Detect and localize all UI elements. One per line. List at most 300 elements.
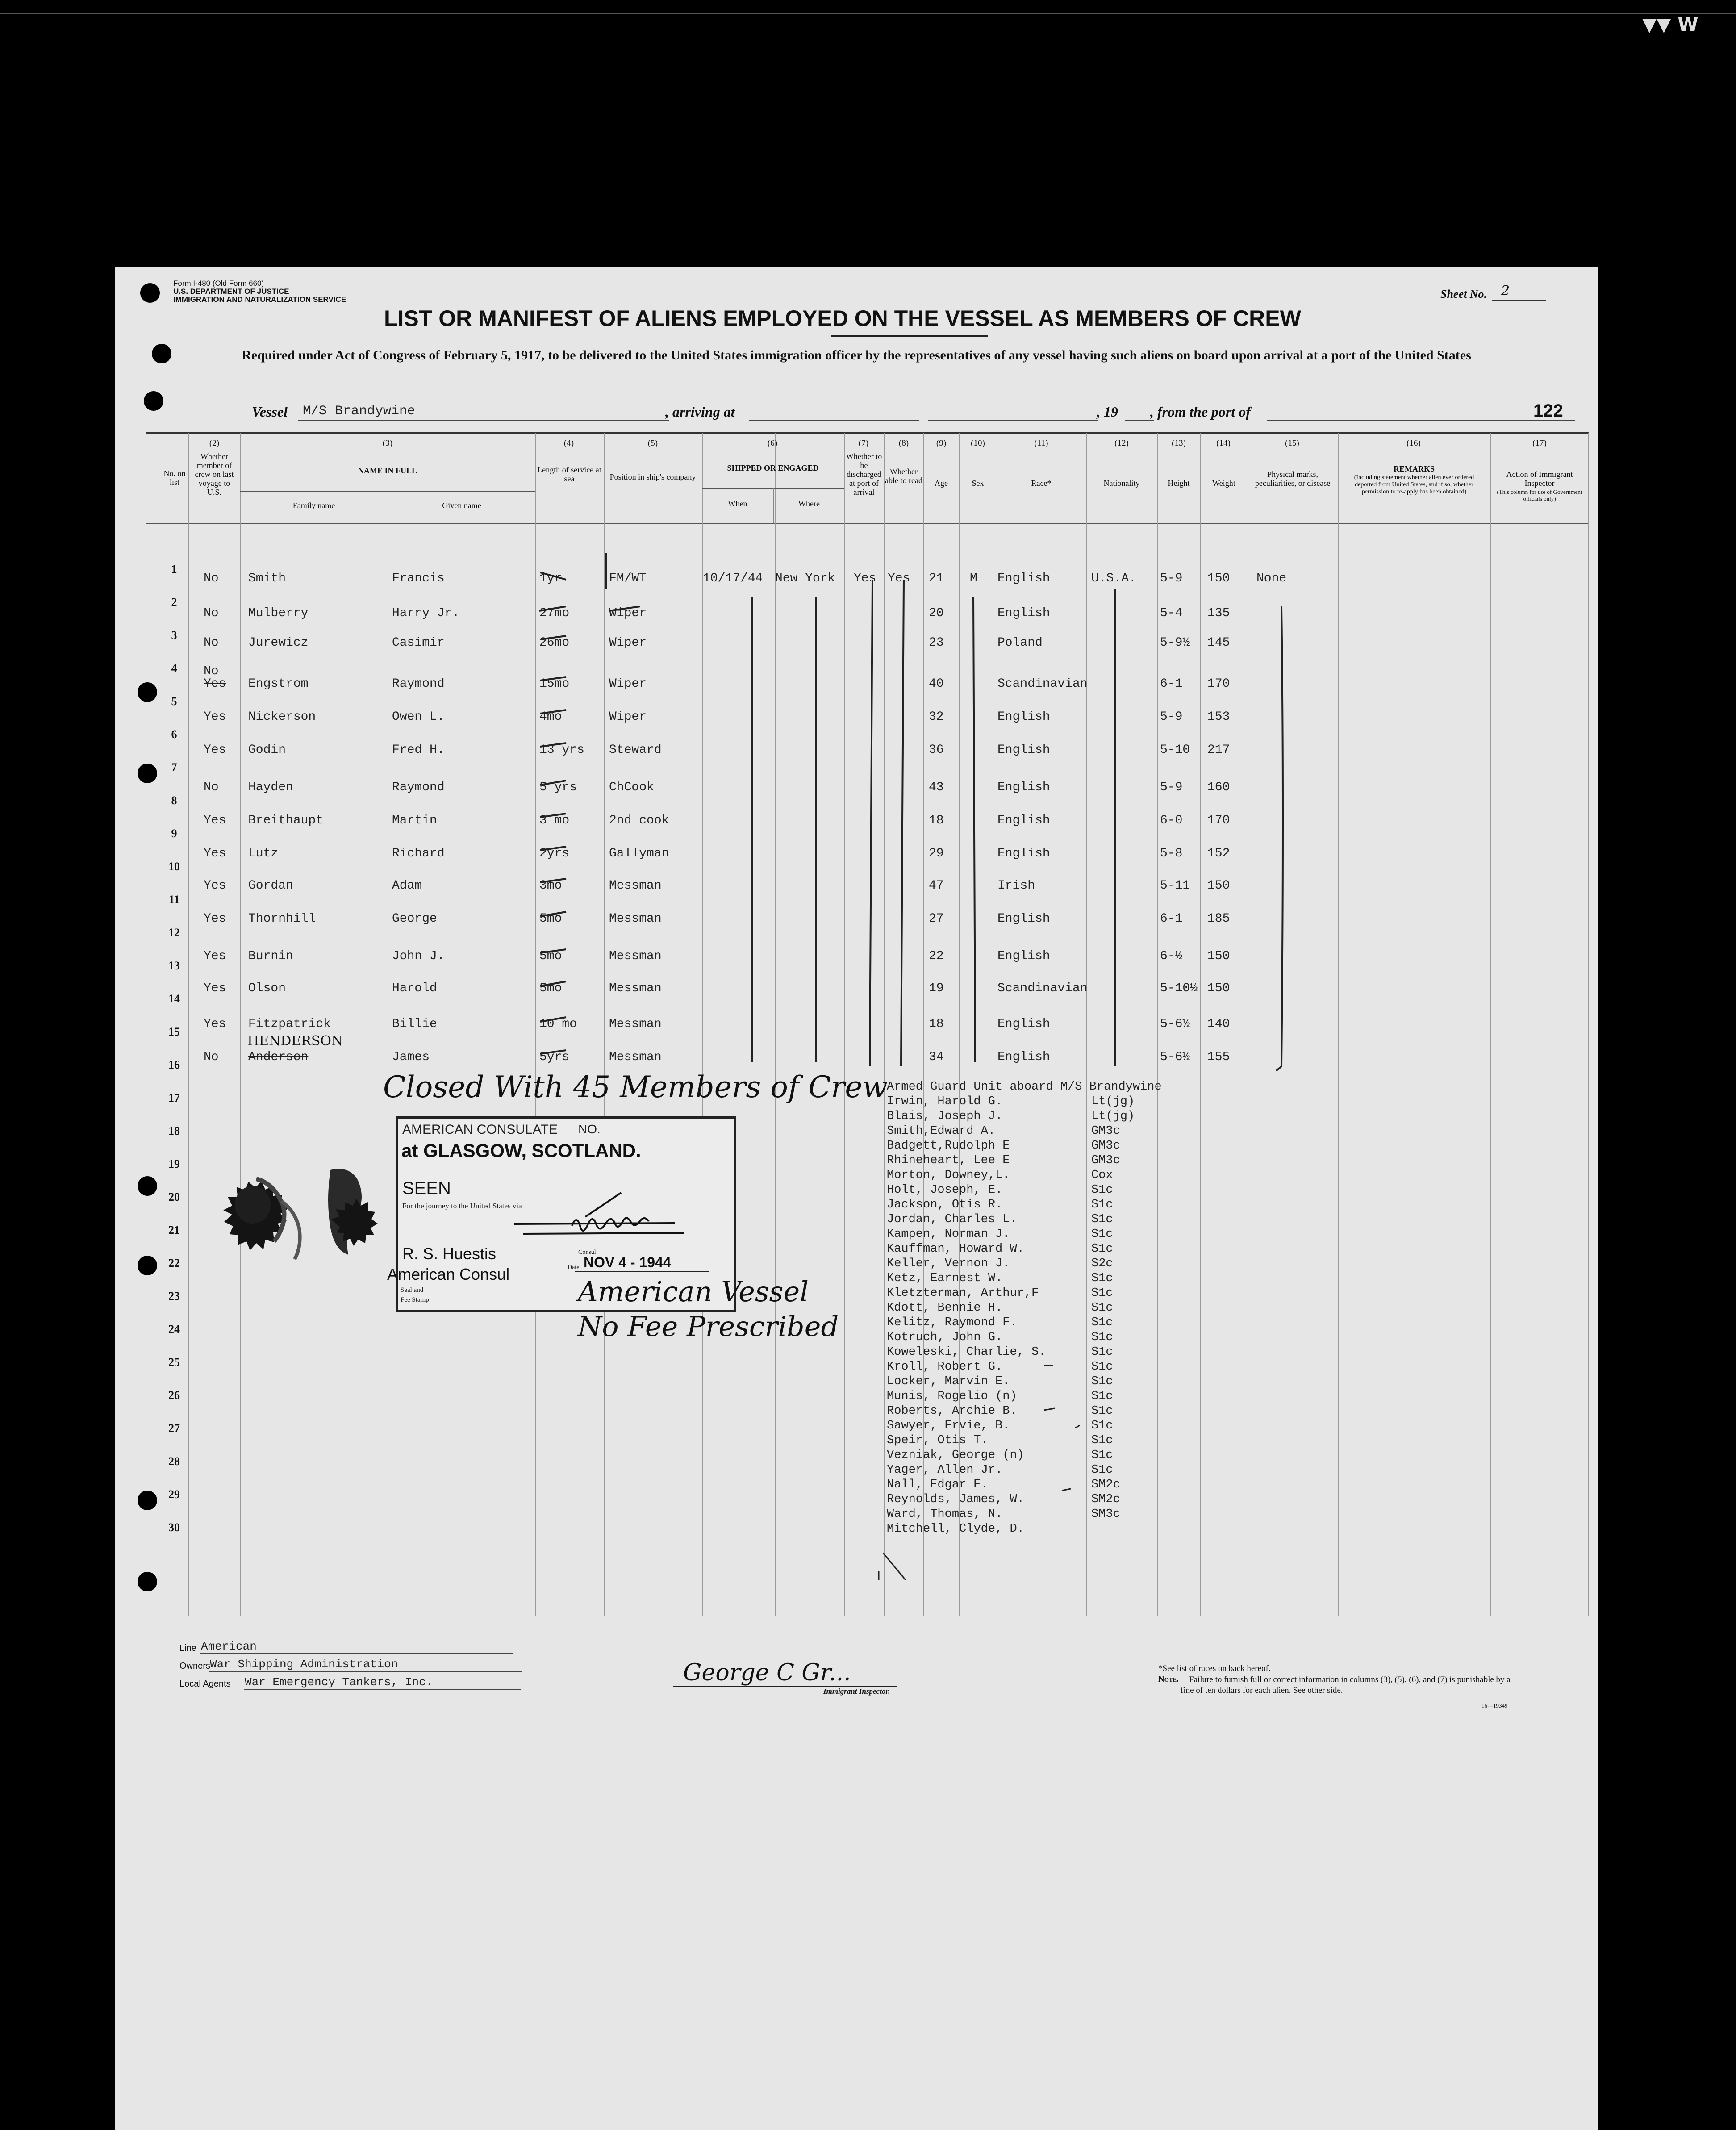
stamp-no-label: NO. — [578, 1122, 601, 1136]
cell-height: 5-11 — [1160, 879, 1190, 893]
cell-service: 4mo — [539, 710, 562, 724]
col-num: (17) — [1532, 439, 1547, 448]
cell-prev-voyage-struck: Yes — [204, 677, 226, 691]
row-number: 7 — [171, 761, 177, 774]
list-item-rate: Cox — [1091, 1169, 1113, 1182]
cell-service: 5yrs — [539, 1050, 570, 1064]
punch-hole — [138, 1256, 157, 1275]
cell-height: 6-1 — [1160, 677, 1183, 691]
cell-height: 6-0 — [1160, 814, 1183, 827]
row-number: 17 — [168, 1091, 180, 1104]
list-item: Jordan, Charles L. — [887, 1213, 1017, 1226]
col-head-weight: Weight — [1212, 479, 1235, 488]
cell-given-name: George — [392, 912, 437, 926]
cell-service: 5mo — [539, 981, 562, 995]
col-num: (12) — [1114, 439, 1129, 448]
col-num: (14) — [1216, 439, 1231, 448]
list-item-rate: S1c — [1091, 1316, 1113, 1329]
cell-race: English — [997, 606, 1050, 620]
cell-where: New York — [775, 572, 835, 585]
list-item: Sawyer, Ervie, B. — [887, 1419, 1010, 1433]
col-head-no: No. on list — [163, 469, 186, 487]
list-item: Kdott, Bennie H. — [887, 1301, 1003, 1315]
list-item-rate: Lt(jg) — [1091, 1095, 1135, 1108]
cell-weight: 160 — [1207, 781, 1230, 794]
list-item-rate: S1c — [1091, 1228, 1113, 1241]
footer-agents-underline — [244, 1689, 521, 1690]
cell-given-name: Fred H. — [392, 743, 445, 757]
col-head-sex: Sex — [972, 479, 984, 488]
col-num: (2) — [209, 439, 220, 448]
cell-service: 2yrs — [539, 847, 570, 860]
cell-weight: 135 — [1207, 606, 1230, 620]
list-item: Yager, Allen Jr. — [887, 1463, 1003, 1477]
year-label: , 19 — [1097, 404, 1118, 420]
col-head-discharged: Whether to be discharged at port of arrival — [846, 452, 882, 497]
col-head-service: Length of service at sea — [537, 465, 601, 483]
cell-family-name: Smith — [248, 572, 286, 585]
row-number: 23 — [168, 1290, 180, 1303]
cell-given-name: Billie — [392, 1017, 437, 1031]
cell-given-name: Richard — [392, 847, 445, 860]
races-note: *See list of races on back hereof. — [1158, 1664, 1271, 1673]
row-number: 9 — [171, 827, 177, 840]
list-item-rate: S1c — [1091, 1183, 1113, 1197]
stamp-location: at GLASGOW, SCOTLAND. — [401, 1140, 641, 1161]
cell-service: 5mo — [539, 949, 562, 963]
cell-service: 15mo — [539, 677, 570, 691]
cell-marks: None — [1256, 572, 1287, 585]
row-number: 20 — [168, 1190, 180, 1203]
cell-weight: 153 — [1207, 710, 1230, 724]
closing-note: Closed With 45 Members of Crew — [383, 1070, 888, 1104]
form-number: Form I-480 (Old Form 660) — [173, 279, 264, 288]
list-item-rate: S1c — [1091, 1360, 1113, 1374]
stamp-signature — [496, 1190, 701, 1244]
cell-prev-voyage: Yes — [204, 1017, 226, 1031]
cell-position: Wiper — [609, 677, 647, 691]
cell-prev-voyage: No — [204, 781, 219, 794]
cell-service: 10 mo — [539, 1017, 577, 1031]
footer-line-value: American — [201, 1640, 257, 1653]
cell-age: 19 — [929, 981, 944, 995]
ditto-marks — [115, 267, 1598, 1160]
col-num: (15) — [1285, 439, 1299, 448]
footer-agents-label: Local Agents — [179, 1679, 231, 1689]
col-head-read: Whether able to read — [885, 467, 922, 485]
col-num: (11) — [1034, 439, 1048, 448]
vessel-label: Vessel — [252, 404, 288, 420]
cell-position: Gallyman — [609, 847, 669, 860]
guard-ditto-marks — [874, 1089, 1187, 1580]
stamp-date: NOV 4 - 1944 — [584, 1254, 671, 1270]
col-head-height: Height — [1168, 479, 1190, 488]
row-number: 19 — [168, 1157, 180, 1170]
cell-race: Scandinavian — [997, 677, 1088, 691]
list-item: Kletzterman, Arthur,F — [887, 1286, 1039, 1300]
row-number: 8 — [171, 794, 177, 807]
cell-prev-voyage: Yes — [204, 814, 226, 827]
cell-prev-voyage: Yes — [204, 981, 226, 995]
cell-age: 18 — [929, 814, 944, 827]
cell-given-name: Raymond — [392, 781, 445, 794]
cell-prev-voyage: No — [204, 606, 219, 620]
cell-height: 6-½ — [1160, 949, 1183, 963]
list-item-rate: S1c — [1091, 1390, 1113, 1403]
cell-age: 21 — [929, 572, 944, 585]
cell-position: Messman — [609, 912, 662, 926]
cell-position: Messman — [609, 1017, 662, 1031]
col-num: (5) — [647, 439, 658, 448]
print-code: 16—19349 — [1481, 1702, 1508, 1709]
list-item: Roberts, Archie B. — [887, 1404, 1017, 1418]
row-number: 16 — [168, 1058, 180, 1071]
embossed-seal-icon — [219, 1161, 406, 1308]
cell-prev-voyage: Yes — [204, 710, 226, 724]
col-num: (9) — [936, 439, 947, 448]
handwritten-note-line2: No Fee Prescribed — [578, 1310, 839, 1343]
cell-service: 3mo — [539, 879, 562, 893]
stamp-fee-label: Fee Stamp — [401, 1296, 429, 1303]
cell-position: Messman — [609, 879, 662, 893]
cell-height: 5-9½ — [1160, 636, 1190, 650]
cell-weight: 217 — [1207, 743, 1230, 757]
col-num: (8) — [898, 439, 909, 448]
col-num: (4) — [563, 439, 574, 448]
cell-race: Scandinavian — [997, 981, 1088, 995]
stamp-consul-label: Consul — [578, 1249, 596, 1256]
cell-height: 5-9 — [1160, 572, 1183, 585]
cell-given-name: Adam — [392, 879, 422, 893]
stamp-consulate: AMERICAN CONSULATE — [402, 1122, 558, 1137]
footer-owners-label: Owners — [179, 1661, 210, 1671]
list-item-rate: S1c — [1091, 1286, 1113, 1300]
cell-age: 23 — [929, 636, 944, 650]
list-item-rate: Lt(jg) — [1091, 1110, 1135, 1123]
cell-service: 5 yrs — [539, 781, 577, 794]
row-number: 2 — [171, 596, 177, 609]
list-item-rate: S1c — [1091, 1375, 1113, 1388]
cell-service: 1yr — [539, 572, 562, 585]
stamp-date-label: Date — [568, 1264, 580, 1271]
cell-family-name: Nickerson — [248, 710, 316, 724]
list-item-rate: S1c — [1091, 1434, 1113, 1447]
cell-prev-voyage: Yes — [204, 879, 226, 893]
cell-given-name: Raymond — [392, 677, 445, 691]
footer-line-label: Line — [179, 1643, 196, 1653]
list-item-rate: S2c — [1091, 1257, 1113, 1270]
punch-hole — [138, 1176, 157, 1196]
col-head-given-name: Given name — [442, 501, 481, 510]
cell-race: English — [997, 710, 1050, 724]
footer-agents-value: War Emergency Tankers, Inc. — [245, 1675, 433, 1689]
cell-prev-voyage: Yes — [204, 847, 226, 860]
arriving-label: , arriving at — [665, 404, 735, 420]
row-number: 6 — [171, 728, 177, 741]
list-item-rate: SM2c — [1091, 1478, 1120, 1491]
cell-given-name: Harry Jr. — [392, 606, 460, 620]
cell-race: English — [997, 743, 1050, 757]
list-item: Blais, Joseph J. — [887, 1110, 1003, 1123]
cell-given-name: Martin — [392, 814, 437, 827]
cell-family-name: Burnin — [248, 949, 293, 963]
cell-given-name: Casimir — [392, 636, 445, 650]
row-number: 11 — [168, 893, 180, 906]
cell-weight: 150 — [1207, 879, 1230, 893]
list-item: Badgett,Rudolph E — [887, 1139, 1010, 1153]
page-title: LIST OR MANIFEST OF ALIENS EMPLOYED ON THE VESSEL AS MEMBERS OF CREW — [384, 306, 1301, 331]
col-head-nationality: Nationality — [1103, 479, 1140, 488]
punch-hole — [138, 1491, 157, 1510]
cell-age: 29 — [929, 847, 944, 860]
manifest-page — [115, 267, 1598, 2130]
inspector-signature: George C Gr... — [683, 1659, 851, 1686]
cell-race: English — [997, 814, 1050, 827]
list-item-rate: S1c — [1091, 1198, 1113, 1211]
list-item-rate: S1c — [1091, 1331, 1113, 1344]
cell-position: Wiper — [609, 710, 647, 724]
cell-read: Yes — [888, 572, 910, 585]
col-head-when: When — [728, 499, 747, 508]
col-num: (6) — [767, 439, 778, 448]
col-num: (3) — [382, 439, 393, 448]
footer-line-underline — [200, 1653, 513, 1654]
row-number: 30 — [168, 1521, 180, 1534]
list-item: Irwin, Harold G. — [887, 1095, 1003, 1108]
cell-when: 10/17/44 — [703, 572, 763, 585]
col-num: (7) — [858, 439, 869, 448]
list-item-rate: S1c — [1091, 1242, 1113, 1256]
cell-position: Wiper — [609, 636, 647, 650]
list-item-rate: S1c — [1091, 1345, 1113, 1359]
list-item: Kotruch, John G. — [887, 1331, 1003, 1344]
row-number: 28 — [168, 1455, 180, 1468]
list-item: Vezniak, George (n) — [887, 1449, 1024, 1462]
cell-weight: 145 — [1207, 636, 1230, 650]
cell-given-name: James — [392, 1050, 430, 1064]
row-number: 22 — [168, 1257, 180, 1270]
row-number: 25 — [168, 1356, 180, 1369]
col-head-position: Position in ship's company — [609, 472, 696, 481]
cell-position: Wiper — [609, 606, 647, 620]
cell-race: Poland — [997, 636, 1043, 650]
list-item-rate: S1c — [1091, 1449, 1113, 1462]
cell-weight: 170 — [1207, 677, 1230, 691]
cell-weight: 170 — [1207, 814, 1230, 827]
list-item: Jackson, Otis R. — [887, 1198, 1003, 1211]
cell-prev-voyage: No — [204, 664, 219, 678]
list-item: Nall, Edgar E. — [887, 1478, 988, 1491]
list-item: Smith,Edward A. — [887, 1124, 996, 1138]
page-subtitle: Required under Act of Congress of February 5, 1917, to be delivered to the United States immigration officer by the representatives of any vessel having such aliens on board upon arrival at a port of the United States — [242, 348, 1471, 363]
handwritten-note-line1: American Vessel — [578, 1275, 809, 1308]
port-label: , from the port of — [1150, 404, 1251, 420]
col-head-action: Action of Immigrant Inspector — [1506, 470, 1573, 488]
cell-discharged: Yes — [854, 572, 876, 585]
cell-family-name: Breithaupt — [248, 814, 324, 827]
cell-service: 3 mo — [539, 814, 570, 827]
stamp-seal-label: Seal and — [401, 1286, 424, 1294]
cell-race: Irish — [997, 879, 1035, 893]
cell-height: 5-6½ — [1160, 1050, 1190, 1064]
list-item: Kampen, Norman J. — [887, 1228, 1010, 1241]
row-number: 29 — [168, 1488, 180, 1501]
cell-position: Messman — [609, 981, 662, 995]
stamp-consul-name: R. S. Huestis — [402, 1245, 497, 1263]
cell-race: English — [997, 1017, 1050, 1031]
list-item: Keller, Vernon J. — [887, 1257, 1010, 1270]
list-item: Ward, Thomas, N. — [887, 1508, 1003, 1521]
cell-service: 5mo — [539, 912, 562, 926]
cell-family-name: Fitzpatrick — [248, 1017, 331, 1031]
list-item: Locker, Marvin E. — [887, 1375, 1010, 1388]
col-head-shipped: SHIPPED OR ENGAGED — [727, 464, 819, 472]
row-number: 15 — [168, 1025, 180, 1038]
cell-family-name: Anderson — [248, 1050, 309, 1064]
cell-weight: 150 — [1207, 572, 1230, 585]
cell-family-name: Lutz — [248, 847, 279, 860]
col-head-race: Race* — [1031, 479, 1052, 488]
sheet-label: Sheet No. — [1440, 288, 1487, 301]
cell-weight: 155 — [1207, 1050, 1230, 1064]
list-item: Koweleski, Charlie, S. — [887, 1345, 1046, 1359]
cell-service: 27mo — [539, 606, 570, 620]
list-item-rate: SM2c — [1091, 1493, 1120, 1506]
footer-owners-value: War Shipping Administration — [210, 1658, 398, 1671]
cell-height: 5-9 — [1160, 781, 1183, 794]
stamp-consul-title: American Consul — [387, 1265, 510, 1283]
row-number: 10 — [168, 860, 180, 873]
cell-given-name: Francis — [392, 572, 445, 585]
cell-family-name: Thornhill — [248, 912, 316, 926]
film-edge-line — [0, 13, 1736, 14]
col-head-age: Age — [935, 479, 948, 488]
cell-race: English — [997, 847, 1050, 860]
cell-family-name: Godin — [248, 743, 286, 757]
col-num: (13) — [1172, 439, 1186, 448]
cell-sex: M — [970, 572, 977, 585]
col-head-action-note: (This column for use of Government officials only) — [1497, 489, 1582, 502]
cell-weight: 140 — [1207, 1017, 1230, 1031]
cell-age: 40 — [929, 677, 944, 691]
cell-height: 5-8 — [1160, 847, 1183, 860]
cell-family-name: Hayden — [248, 781, 293, 794]
inspector-label: Immigrant Inspector. — [823, 1687, 890, 1696]
sheet-number: 2 — [1501, 283, 1510, 299]
cell-family-name: Olson — [248, 981, 286, 995]
page-number: 122 — [1533, 401, 1563, 421]
stamp-date-underline — [575, 1271, 709, 1272]
cell-age: 47 — [929, 879, 944, 893]
cell-height: 5-4 — [1160, 606, 1183, 620]
punch-hole — [138, 1572, 157, 1591]
cell-family-name: Mulberry — [248, 606, 309, 620]
list-item-rate: S1c — [1091, 1404, 1113, 1418]
col-num: (10) — [971, 439, 985, 448]
cell-service: 13 yrs — [539, 743, 584, 757]
cell-prev-voyage: Yes — [204, 912, 226, 926]
guard-unit-heading: Armed Guard Unit aboard M/S Brandywine — [887, 1080, 1162, 1094]
cell-service: 26mo — [539, 636, 570, 650]
cell-family-correction: HENDERSON — [247, 1033, 343, 1049]
cell-position: ChCook — [609, 781, 654, 794]
col-head-family-name: Family name — [292, 501, 335, 510]
col-head-prev-voyage: Whether member of crew on last voyage to U.S. — [195, 452, 234, 497]
cell-weight: 185 — [1207, 912, 1230, 926]
cell-age: 36 — [929, 743, 944, 757]
cell-weight: 150 — [1207, 949, 1230, 963]
cell-age: 22 — [929, 949, 944, 963]
cell-age: 18 — [929, 1017, 944, 1031]
col-num: (16) — [1406, 439, 1421, 448]
cell-race: English — [997, 912, 1050, 926]
col-head-marks: Physical marks, peculiarities, or disease — [1255, 470, 1331, 488]
stamp-seen: SEEN — [402, 1178, 451, 1198]
list-item: Morton, Downey,L. — [887, 1169, 1010, 1182]
list-item-rate: S1c — [1091, 1213, 1113, 1226]
footer-owners-underline — [209, 1671, 522, 1672]
cell-family-name: Jurewicz — [248, 636, 309, 650]
list-item-rate: GM3c — [1091, 1139, 1120, 1153]
col-head-where: Where — [798, 499, 820, 508]
list-item: Holt, Joseph, E. — [887, 1183, 1003, 1197]
list-item: Kelitz, Raymond F. — [887, 1316, 1017, 1329]
stamp-journey: For the journey to the United States via — [402, 1202, 522, 1210]
cell-height: 5-10 — [1160, 743, 1190, 757]
list-item-rate: S1c — [1091, 1272, 1113, 1285]
cell-weight: 150 — [1207, 981, 1230, 995]
row-number: 24 — [168, 1323, 180, 1336]
cell-race: English — [997, 1050, 1050, 1064]
cell-given-name: Harold — [392, 981, 437, 995]
cell-position: 2nd cook — [609, 814, 669, 827]
list-item-rate: S1c — [1091, 1301, 1113, 1315]
row-number: 14 — [168, 992, 180, 1005]
cell-prev-voyage: Yes — [204, 743, 226, 757]
cell-nationality: U.S.A. — [1091, 572, 1136, 585]
cell-age: 32 — [929, 710, 944, 724]
cell-position: FM/WT — [609, 572, 647, 585]
row-number: 3 — [171, 629, 177, 642]
cell-prev-voyage: No — [204, 572, 219, 585]
cell-height: 5-9 — [1160, 710, 1183, 724]
cell-prev-voyage: No — [204, 1050, 219, 1064]
col-head-remarks-note: (Including statement whether alien ever ordered deported from United States, and if so, whether permission to re-apply has been obtained) — [1354, 474, 1474, 495]
fine-note: —Failure to furnish full or correct information in columns (3), (5), (6), and (7) is punishable by a fine of ten dollars for each alien. See other side. — [1181, 1675, 1511, 1695]
cell-prev-voyage: No — [204, 636, 219, 650]
list-item-rate: S1c — [1091, 1419, 1113, 1433]
list-item: Rhineheart, Lee E — [887, 1154, 1010, 1167]
cell-position: Messman — [609, 949, 662, 963]
cell-height: 5-6½ — [1160, 1017, 1190, 1031]
row-number: 26 — [168, 1389, 180, 1402]
vessel-name: M/S Brandywine — [303, 404, 416, 419]
cell-prev-voyage: Yes — [204, 949, 226, 963]
row-number: 4 — [171, 662, 177, 675]
note-label: Note. — [1158, 1675, 1179, 1684]
cell-given-name: John J. — [392, 949, 445, 963]
cell-race: English — [997, 949, 1050, 963]
cell-position: Steward — [609, 743, 662, 757]
list-item-rate: S1c — [1091, 1463, 1113, 1477]
service-name: IMMIGRATION AND NATURALIZATION SERVICE — [173, 295, 346, 304]
list-item: Reynolds, James, W. — [887, 1493, 1024, 1506]
list-item: Ketz, Earnest W. — [887, 1272, 1003, 1285]
list-item-rate: SM3c — [1091, 1508, 1120, 1521]
cell-height: 6-1 — [1160, 912, 1183, 926]
cell-family-name: Engstrom — [248, 677, 309, 691]
cell-age: 43 — [929, 781, 944, 794]
